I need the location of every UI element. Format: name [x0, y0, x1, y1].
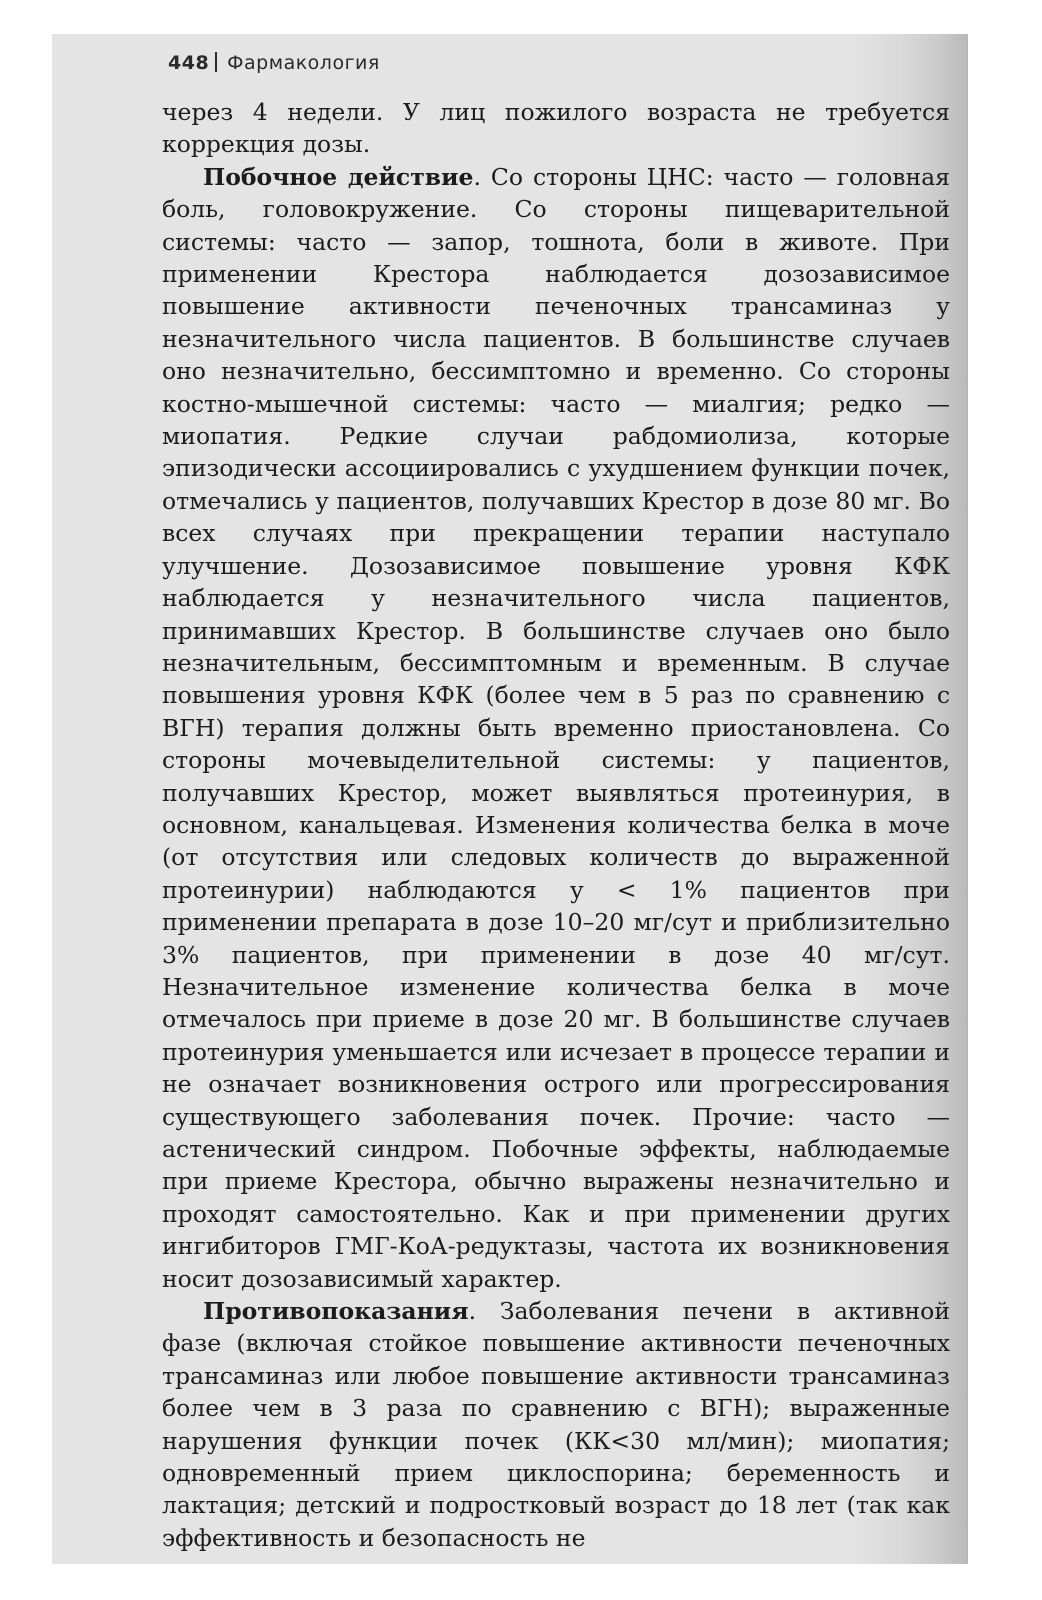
header-divider	[215, 52, 217, 72]
running-head	[168, 52, 380, 74]
paragraph-side-effects	[162, 161, 950, 1295]
paragraph-continuation: через 4 недели. У лиц пожилого возраста не требуется коррекция дозы.	[162, 98, 950, 159]
side-effects-text: . Со стороны ЦНС: часто — головная боль, головокружение. Со стороны пищеварительной системы: часто — запор, тошнота, боли в животе. При применении Крестора наблюдается дозозависимое повышение активности печеночных трансаминаз у незначительного числа пациентов. В большинстве случаев оно незначительно, бессимптомно и временно. Со стороны костно-мышечной системы: часто — миалгия; редко — миопатия. Редкие случаи рабдомиолиза, которые эпизодически ассоциировались с ухудшением функции почек, отмечались у пациентов, получавших Крестор в дозе 80 мг. Во всех случаях при прекращении терапии наступало улучшение. Дозозависимое повышение уровня КФК наблюдается у незначительного числа пациентов, принимавших Крестор. В большинстве случаев оно было незначительным, бессимптомным и временным. В случае повышения уровня КФК (более чем в 5 раз по сравнению с ВГН) терапия должны быть временно приостановлена. Со стороны мочевыделительной системы: у пациентов, получавших Крестор, может выявляться протеинурия, в основном, канальцевая. Изменения количества белка в моче (от отсутствия или следовых количеств до выраженной протеинурии) наблюдаются у < 1% пациентов при применении препарата в дозе 10–20 мг/сут и приблизительно 3% пациентов, при применении в дозе 40 мг/сут. Незначительное изменение количества белка в моче отмечалось при приеме в дозе 20 мг. В большинстве случаев протеинурия уменьшается или исчезает в процессе терапии и не означает возникновения острого или прогрессирования существующего заболевания почек. Прочие: часто — астенический синдром. Побочные эффекты, наблюдаемые при приеме Крестора, обычно выражены незначительно и проходят самостоятельно. Как и при применении других ингибиторов ГМГ-КоА-редуктазы, частота их возникновения носит дозозависимый характер.	[162, 162, 951, 1293]
page-number: 448	[168, 52, 210, 74]
body-text	[162, 96, 950, 1554]
contraindications-heading: Противопоказания	[203, 1297, 469, 1326]
paragraph-contraindications	[162, 1295, 950, 1554]
contraindications-text: . Заболевания печени в активной фазе (включая стойкое повышение активности печеночных трансаминаз или любое повышение активности трансаминаз более чем в 3 раза по сравнению с ВГН); выраженные нарушения функции почек (КК<30 мл/мин); миопатия; одновременный прием циклоспорина; беременность и лактация; детский и подростковый возраст до 18 лет (так как эффективность и безопасность не	[162, 1297, 950, 1552]
section-title: Фармакология	[227, 52, 380, 74]
book-page	[52, 34, 968, 1564]
side-effects-heading: Побочное действие	[203, 162, 474, 191]
